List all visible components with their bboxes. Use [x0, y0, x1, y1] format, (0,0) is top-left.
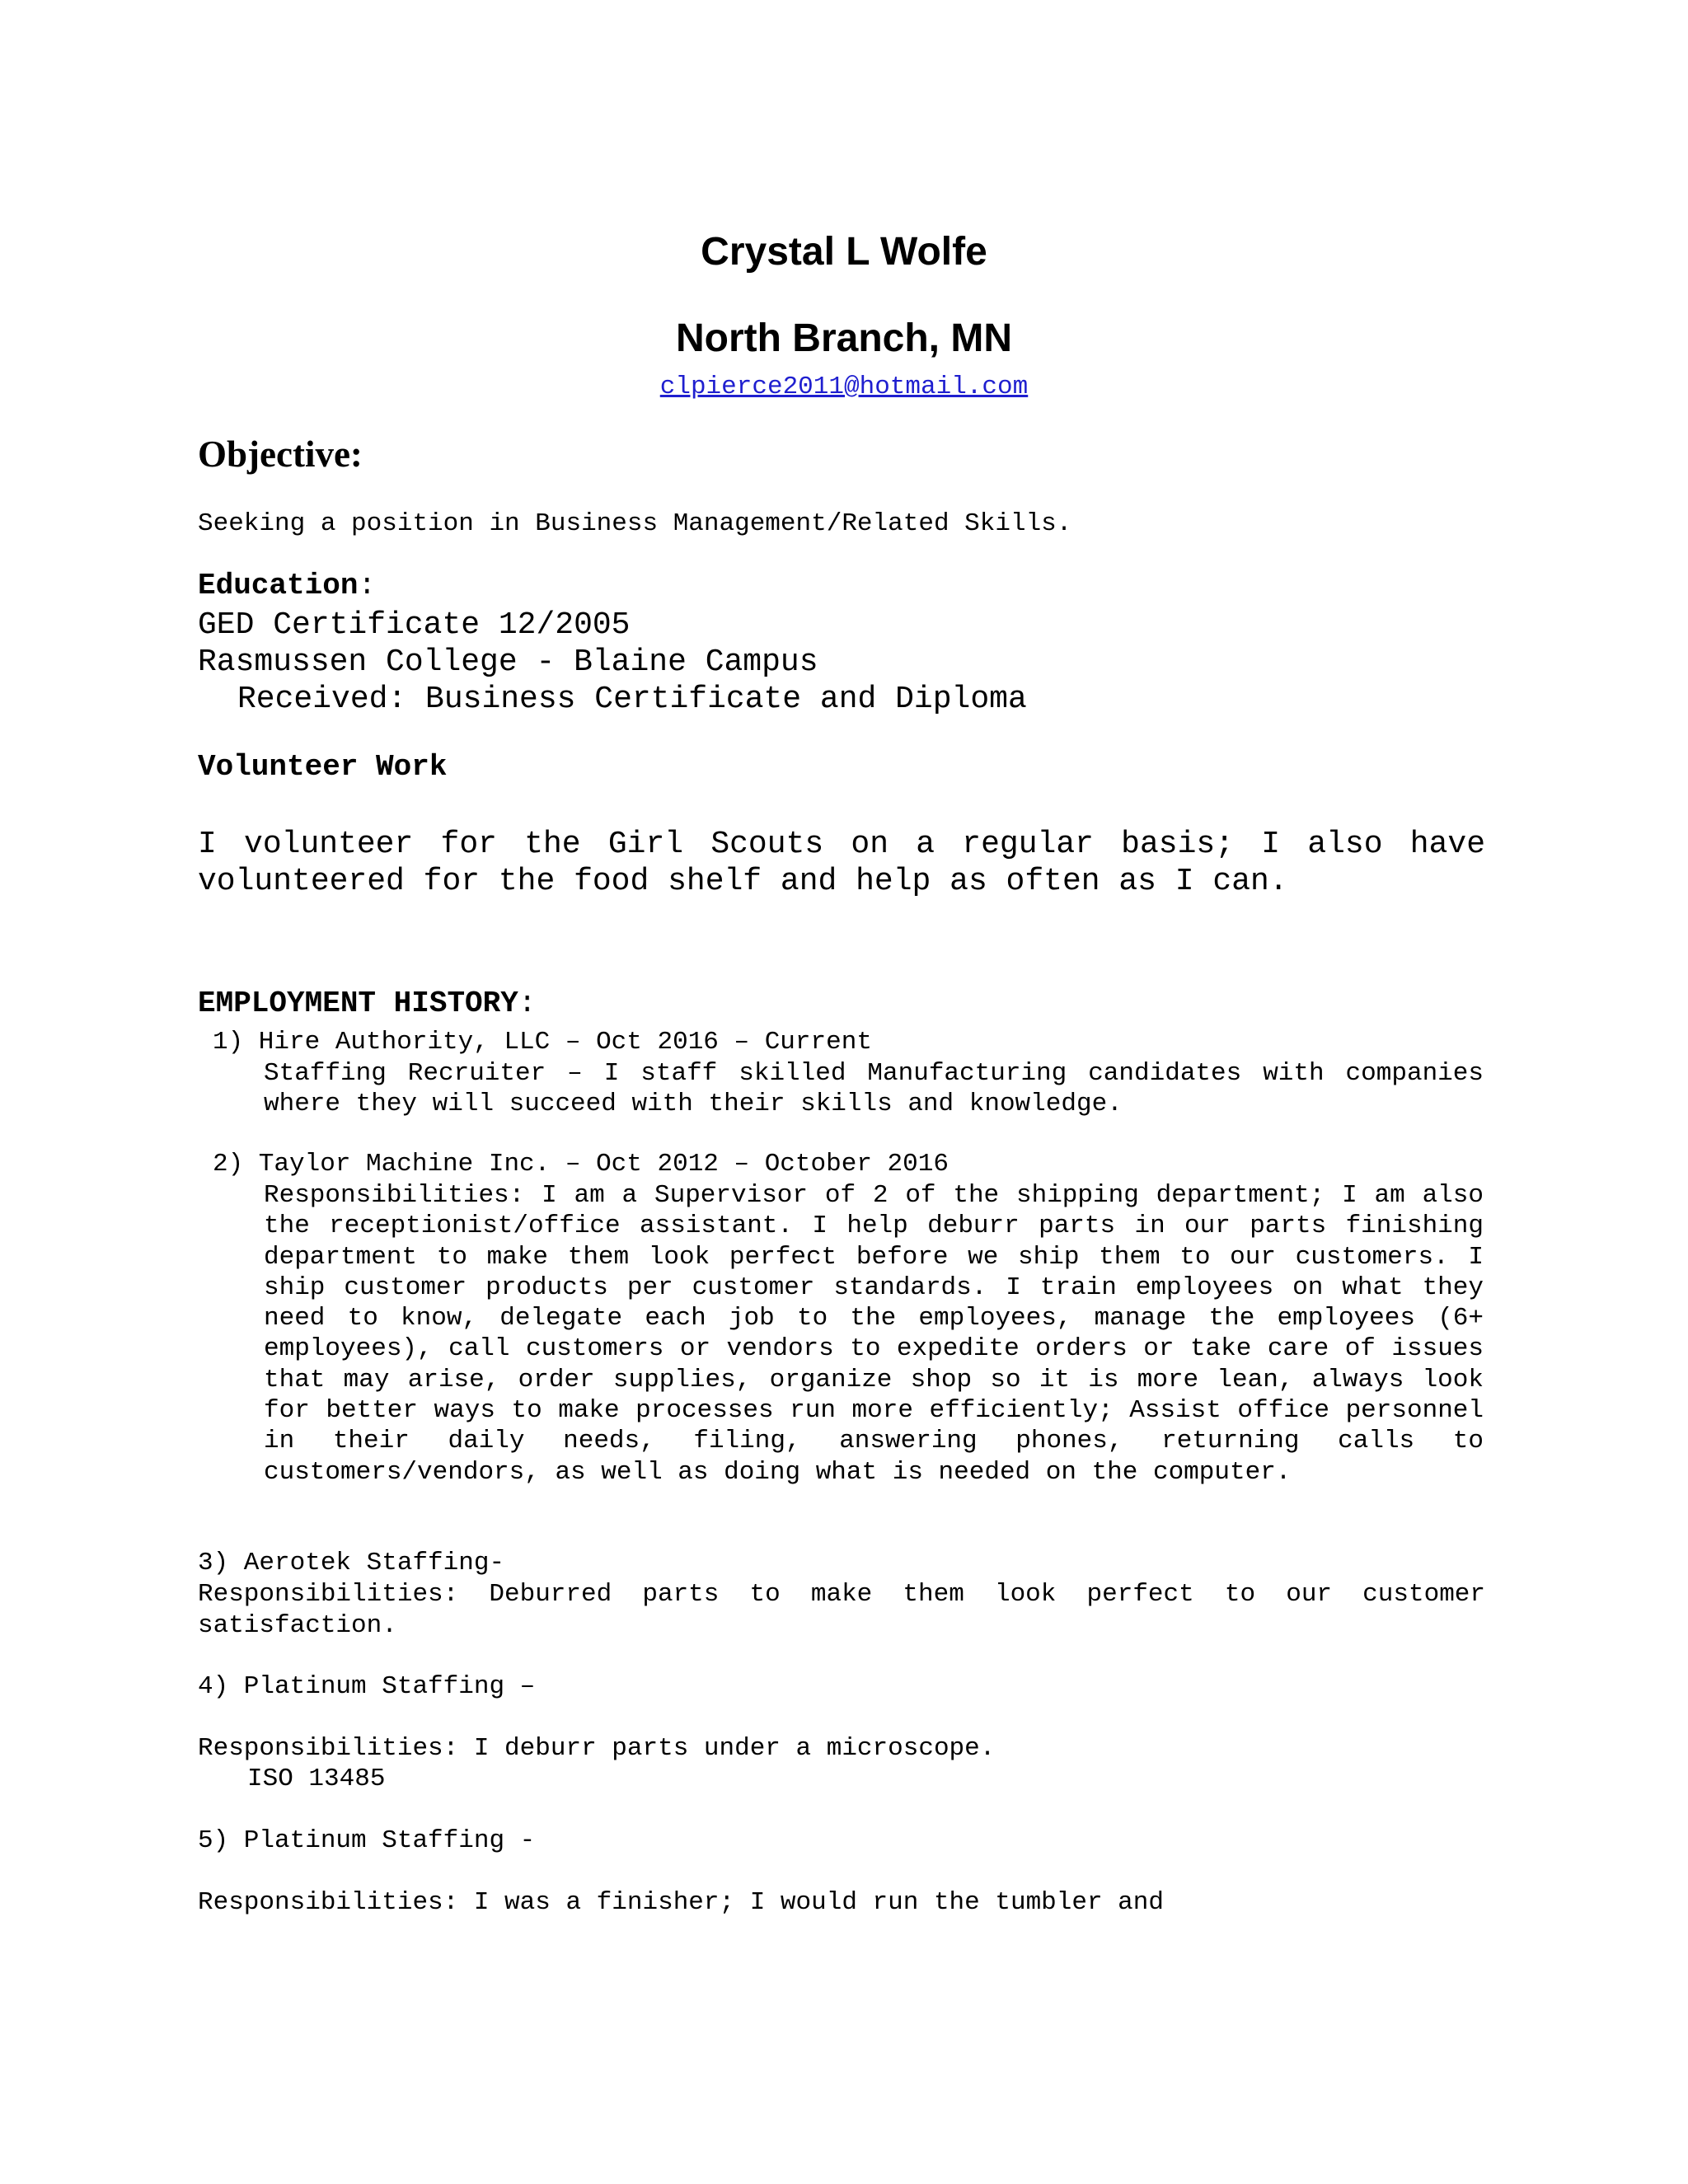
job-certification-4: ISO 13485 — [247, 1765, 386, 1793]
education-heading — [198, 569, 376, 602]
volunteer-heading: Volunteer Work — [198, 750, 448, 784]
education-ged: GED Certificate 12/2005 — [198, 607, 631, 643]
objective-heading: Objective: — [198, 434, 363, 475]
employment-heading — [198, 987, 536, 1020]
job-description-5: Responsibilities: I was a finisher; I would run the tumbler and — [198, 1888, 1164, 1917]
education-received: Received: Business Certificate and Diploma — [237, 682, 1027, 717]
job-description-3: Responsibilities: Deburred parts to make them look perfect to our customer satisfaction. — [198, 1580, 1485, 1640]
candidate-location: North Branch, MN — [676, 316, 1012, 360]
job-title-4: 4) Platinum Staffing – — [198, 1672, 536, 1701]
volunteer-text: I volunteer for the Girl Scouts on a regular basis; I also have volunteered for the food shelf and help as often as I can. — [198, 827, 1485, 899]
job-title-1: 1) Hire Authority, LLC – Oct 2016 – Current — [213, 1028, 872, 1057]
email-link[interactable]: clpierce2011@hotmail.com — [659, 373, 1029, 401]
job-description-1: Staffing Recruiter – I staff skilled Manufacturing candidates with companies where they will succeed with their skills and knowledge. — [264, 1059, 1484, 1119]
objective-text: Seeking a position in Business Management/Related Skills. — [198, 509, 1072, 538]
education-college: Rasmussen College - Blaine Campus — [198, 644, 818, 680]
job-title-3: 3) Aerotek Staffing- — [198, 1549, 505, 1577]
job-title-5: 5) Platinum Staffing - — [198, 1826, 536, 1855]
job-description-4: Responsibilities: I deburr parts under a microscope. — [198, 1734, 996, 1763]
job-description-2: Responsibilities: I am a Supervisor of 2 of the shipping department; I am also the receptionist/office assistant. I help deburr parts in our parts finishing department to make them look perfect before we ship them to our customers. I ship customer products per customer standards. I train employees on what they need to know, delegate each job to the employees, manage the employees (6+ employees), call customers or vendors to expedite orders or take care of issues that may arise, order supplies, organize shop so it is more lean, always look for better ways to make processes run more efficiently; Assist office personnel in their daily needs, filing, answering phones, returning calls to customers/vendors, as well as doing what is needed on the computer. — [264, 1181, 1484, 1487]
employment-heading-colon: : — [518, 987, 537, 1020]
employment-heading-label: EMPLOYMENT HISTORY — [198, 987, 518, 1020]
candidate-name: Crystal L Wolfe — [701, 230, 987, 274]
education-heading-label: Education — [198, 569, 359, 602]
education-heading-colon: : — [358, 569, 377, 602]
job-title-2: 2) Taylor Machine Inc. – Oct 2012 – October 2016 — [213, 1150, 949, 1179]
